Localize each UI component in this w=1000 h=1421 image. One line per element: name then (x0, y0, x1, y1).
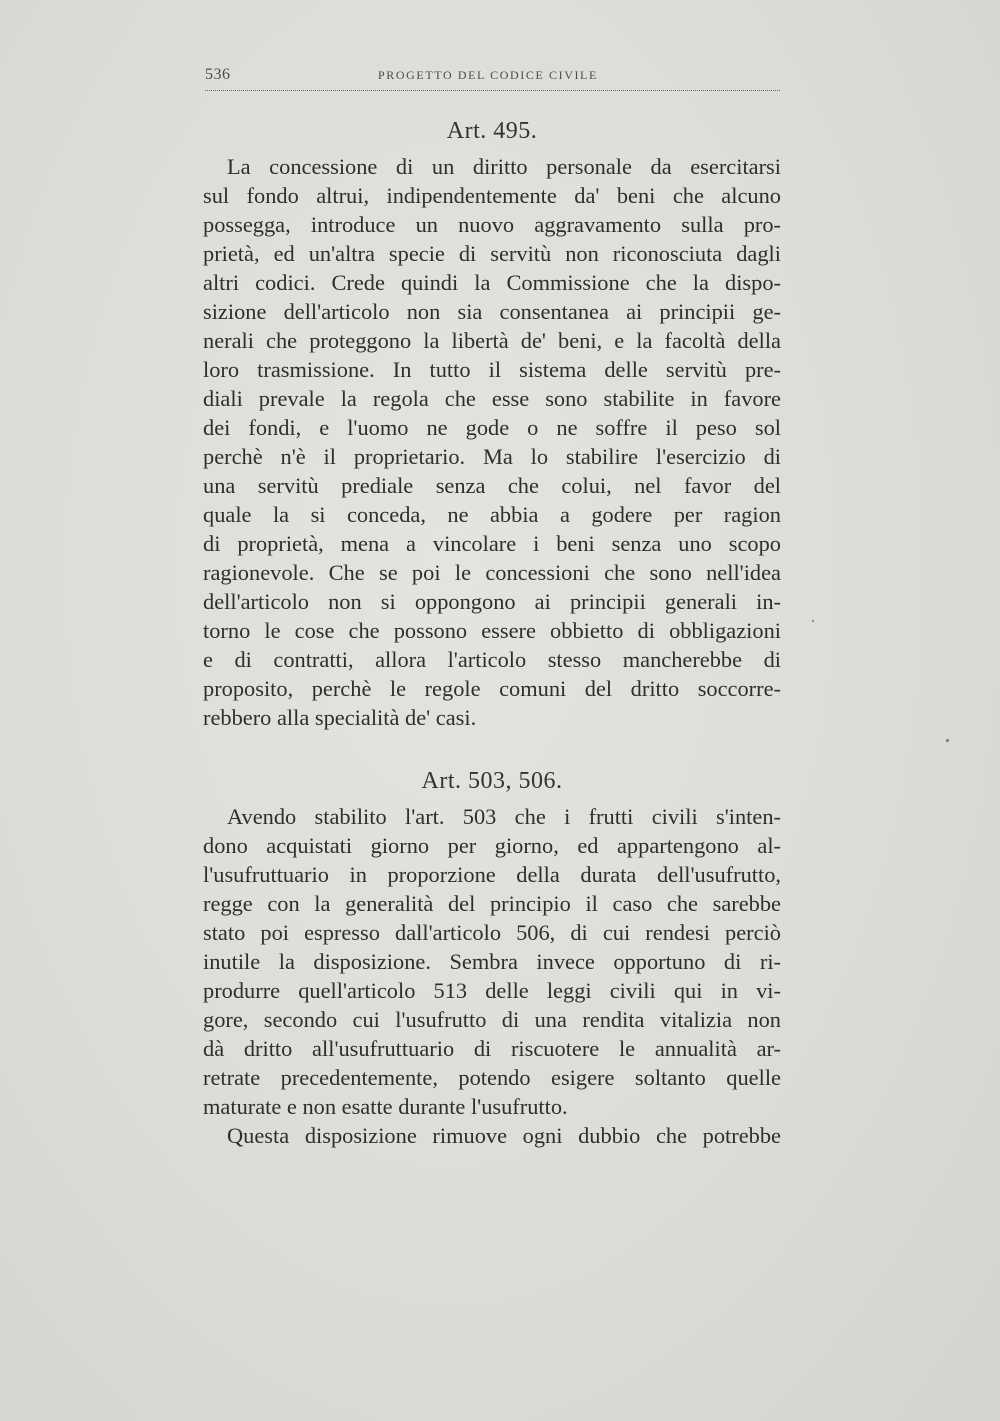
text-line: retrate precedentemente, potendo esigere soltanto quelle (203, 1065, 781, 1090)
text-line: loro trasmissione. In tutto il sistema delle servitù pre- (203, 357, 781, 382)
text-line: dono acquistati giorno per giorno, ed appartengono al- (203, 833, 781, 858)
text-line: Avendo stabilito l'art. 503 che i frutti civili s'inten- (227, 804, 781, 829)
text-line: quale la si conceda, ne abbia a godere per ragion (203, 502, 781, 527)
article-heading-495: Art. 495. (446, 118, 538, 144)
text-line: ragionevole. Che se poi le concessioni che sono nell'idea (203, 560, 781, 585)
text-line: inutile la disposizione. Sembra invece opportuno di ri- (203, 949, 781, 974)
text-line: La concessione di un diritto personale da esercitarsi (227, 154, 781, 179)
text-line: di proprietà, mena a vincolare i beni senza uno scopo (203, 531, 781, 556)
paper-speck (946, 739, 949, 742)
text-line: Questa disposizione rimuove ogni dubbio che potrebbe (227, 1123, 781, 1148)
text-line: maturate e non esatte durante l'usufrutto. (203, 1094, 568, 1119)
text-line: prietà, ed un'altra specie di servitù non riconosciuta dagli (203, 241, 781, 266)
text-line: proposito, perchè le regole comuni del dritto soccorre- (203, 676, 781, 701)
text-line: sizione dell'articolo non sia consentanea ai principii ge- (203, 299, 781, 324)
running-header (205, 66, 780, 91)
text-line: rebbero alla specialità de' casi. (203, 705, 477, 730)
page-number: 536 (205, 66, 231, 83)
text-line: produrre quell'articolo 513 delle leggi civili qui in vi- (203, 978, 781, 1003)
text-line: dei fondi, e l'uomo ne gode o ne soffre il peso sol (203, 415, 781, 440)
running-title: PROGETTO DEL CODICE CIVILE (378, 68, 598, 82)
text-line: regge con la generalità del principio il caso che sarebbe (203, 891, 781, 916)
text-line: una servitù prediale senza che colui, nel favor del (203, 473, 781, 498)
text-line: e di contratti, allora l'articolo stesso mancherebbe di (203, 647, 781, 672)
text-line: diali prevale la regola che esse sono stabilite in favore (203, 386, 781, 411)
text-line: gore, secondo cui l'usufrutto di una rendita vitalizia non (203, 1007, 781, 1032)
text-line: perchè n'è il proprietario. Ma lo stabilire l'esercizio di (203, 444, 781, 469)
text-line: dell'articolo non si oppongono ai principii generali in- (203, 589, 781, 614)
text-line: stato poi espresso dall'articolo 506, di cui rendesi perciò (203, 920, 781, 945)
text-line: nerali che proteggono la libertà de' beni, e la facoltà della (203, 328, 781, 353)
text-line: possegga, introduce un nuovo aggravamento sulla pro- (203, 212, 781, 237)
text-line: altri codici. Crede quindi la Commissione che la dispo- (203, 270, 781, 295)
text-line: dà dritto all'usufruttuario di riscuotere le annualità ar- (203, 1036, 781, 1061)
paper-speck (812, 620, 814, 622)
article-heading-503-506: Art. 503, 506. (421, 768, 563, 794)
text-line: l'usufruttuario in proporzione della durata dell'usufrutto, (203, 862, 781, 887)
text-line: sul fondo altrui, indipendentemente da' beni che alcuno (203, 183, 781, 208)
text-line: torno le cose che possono essere obbietto di obbligazioni (203, 618, 781, 643)
